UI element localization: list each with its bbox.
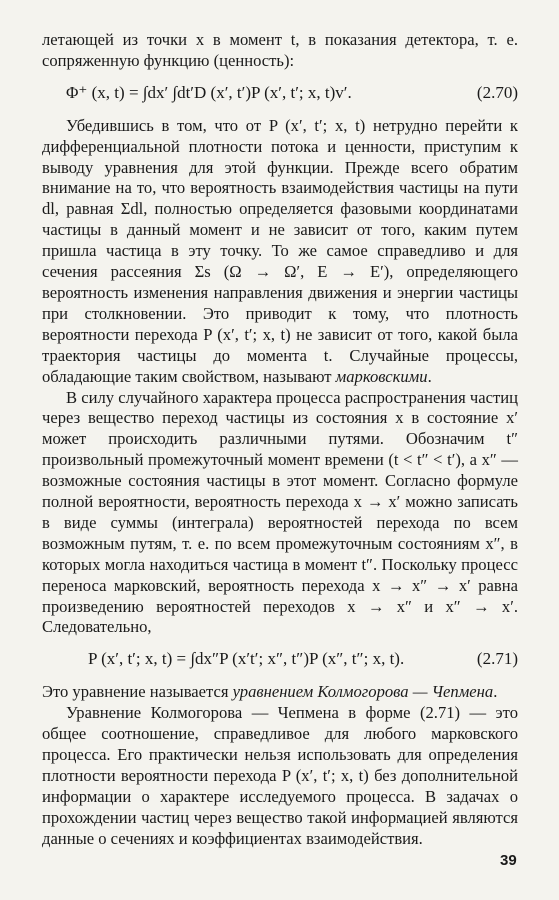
- equation-2-71-formula: P (x′, t′; x, t) = ∫dx″P (x′t′; x″, t″)P (x″, t″; x, t).: [88, 649, 405, 669]
- equation-2-71-number: (2.71): [476, 649, 518, 669]
- paragraph-4: [42, 682, 518, 703]
- paragraph-2-end: .: [427, 366, 432, 386]
- paragraph-3: В силу случайного характера процесса распространения частиц через вещество переход частицы из состояния x в состояние x′ может происходить различными путями. Обозначим t″ произвольный промежуточный момент времени (t < t″ < t′), а x″ — возможные состояния частицы в этот момент. Согласно формуле полной вероятности, вероятность перехода x → x′ можно записать в виде суммы (интеграла) вероятностей перехода по всем возможным путям, т. е. по всем промежуточным состояниям x″, в которых могла находиться частица в момент t″. Поскольку процесс переноса марковский, вероятность перехода x → x″ → x′ равна произведению вероятностей переходов x → x″ и x″ → x′. Следовательно,: [42, 387, 518, 637]
- page-body: [42, 30, 518, 850]
- term-markovian: марковскими: [335, 366, 428, 386]
- paragraph-2-text: Убедившись в том, что от P (x′, t′; x, t) нетрудно перейти к дифференциальной плотности потока и ценности, приступим к выводу уравнения для этой функции. Прежде всего обратим внимание на то, что вероятность взаимодействия частицы на пути dl, равная Σdl, полностью определяется фазовыми координатами частицы в данный момент и не зависит от того, каким путем пришла частица в эту точку. То же самое справедливо и для сечения рассеяния Σs (Ω → Ω′, E → E′), определяющего вероятность изменения направления движения и энергии частицы при столкновении. Это приводит к тому, что плотность вероятности перехода P (x′, t′; x, t) не зависит от того, какой была траектория частицы до момента t. Случайные процессы, обладающие таким свойством, называют: [42, 115, 518, 386]
- equation-2-71: [42, 649, 518, 670]
- paragraph-4-text: Это уравнение называется: [42, 682, 229, 702]
- equation-2-70: [42, 83, 518, 104]
- term-kolmogorov-chapman: уравнением Колмогорова — Чепмена: [232, 682, 494, 702]
- page-number: 39: [500, 852, 517, 869]
- paragraph-2: [42, 116, 518, 388]
- paragraph-5: Уравнение Колмогорова — Чепмена в форме (2.71) — это общее соотношение, справедливое для любого марковского процесса. Его практически нельзя использовать для определения плотности вероятности перехода P (x′, t′; x, t) без дополнительной информации о характере исследуемого процесса. В задачах о прохождении частиц через вещество такой информацией являются данные о сечениях и коэффициентах взаимодействия.: [42, 703, 518, 848]
- equation-2-70-formula: Φ⁺ (x, t) = ∫dx′ ∫dt′D (x′, t′)P (x′, t′; x, t)v′.: [66, 82, 352, 102]
- paragraph-1: летающей из точки x в момент t, в показания детектора, т. е. сопряженную функцию (ценность):: [42, 30, 518, 70]
- paragraph-4-end: .: [493, 682, 498, 702]
- equation-2-70-number: (2.70): [476, 82, 518, 102]
